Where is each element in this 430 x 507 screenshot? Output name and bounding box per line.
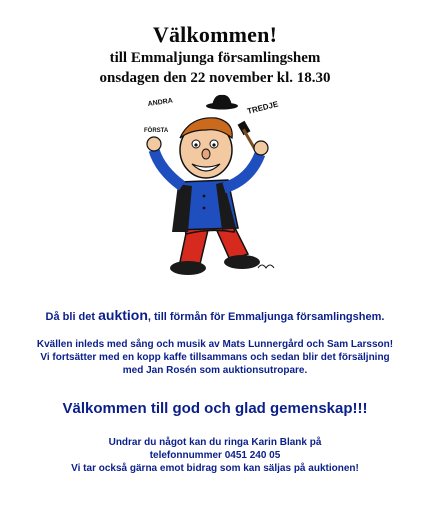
program-line-1: Kvällen inleds med sång och musik av Mats Lunnergård och Sam Larsson! — [36, 339, 394, 350]
program-line-3: med Jan Rosén som auktionsutropare. — [122, 365, 308, 376]
contact-line-1: Undrar du något kan du ringa Karin Blank på — [108, 437, 322, 448]
contact-line-3: Vi tar också gärna emot bidrag som kan säljas på auktionen! — [71, 463, 359, 474]
phone-line: telefonnummer 0451 240 05 — [149, 450, 281, 461]
forsta-label: FÖRSTA — [144, 128, 169, 134]
fellowship-headline: Välkommen till god och glad gemenskap!!! — [62, 400, 368, 417]
program-line-2: Vi fortsätter med en kopp kaffe tillsammans och sedan blir det försäljning — [40, 352, 390, 363]
auctioneer-illustration — [120, 92, 320, 292]
head — [180, 118, 232, 178]
tredje-label: TREDJE — [246, 99, 280, 116]
artist-signature — [258, 265, 274, 268]
auction-word: auktion — [98, 307, 148, 323]
venue-line: till Emmaljunga församlingshem — [109, 50, 321, 66]
date-time-line: onsdagen den 22 november kl. 18.30 — [99, 70, 331, 86]
program-paragraph — [0, 338, 430, 377]
contact-paragraph — [0, 436, 430, 475]
welcome-title: Välkommen! — [152, 22, 278, 47]
flying-hat — [206, 95, 238, 110]
andra-label: ANDRA — [147, 97, 174, 108]
auction-announcement — [0, 307, 430, 323]
auction-pre-text: Då bli det — [45, 311, 99, 323]
auction-post-text: , till förmån för Emmaljunga församlingshem. — [147, 311, 385, 323]
